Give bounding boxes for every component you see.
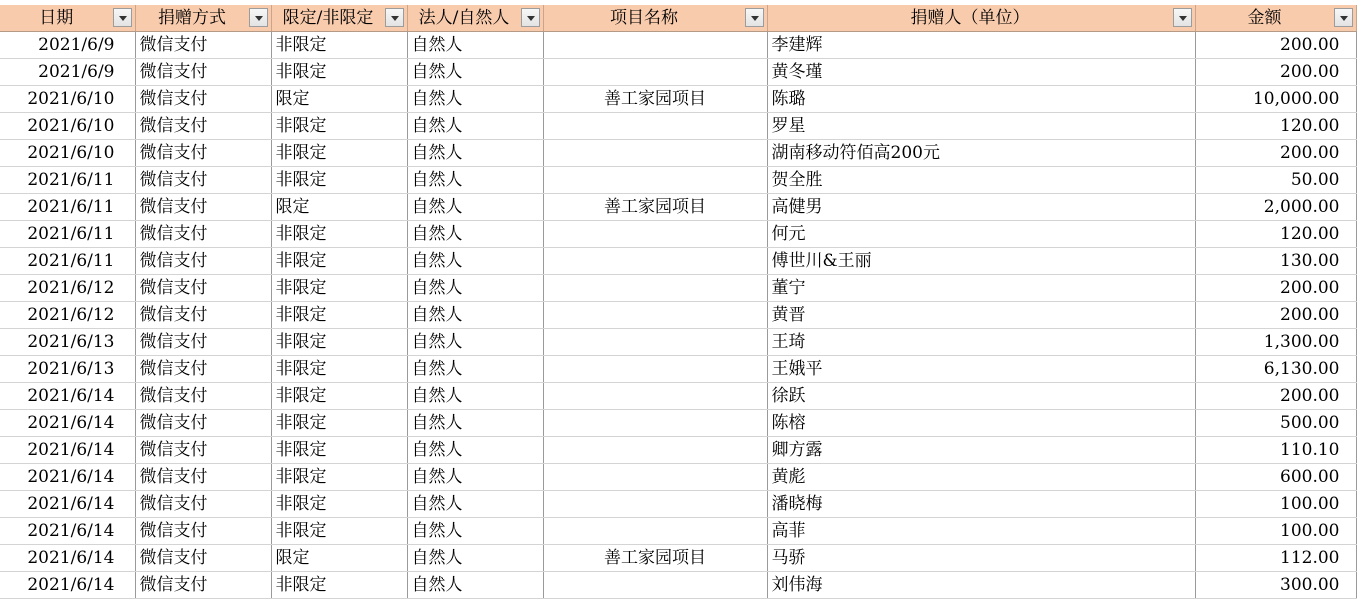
cell-method[interactable]: 微信支付	[135, 491, 271, 518]
cell-donor_type[interactable]: 自然人	[407, 464, 543, 491]
cell-donor_type[interactable]: 自然人	[407, 572, 543, 599]
filter-dropdown-icon[interactable]	[745, 8, 764, 27]
column-header-label: 项目名称	[610, 8, 678, 28]
cell-donor[interactable]: 黄冬瑾	[767, 59, 1195, 86]
cell-date[interactable]: 2021/6/14	[0, 572, 135, 599]
cell-donor_type[interactable]: 自然人	[407, 113, 543, 140]
cell-project[interactable]	[543, 140, 767, 167]
table-row	[0, 518, 1356, 545]
cell-donor[interactable]: 王娥平	[767, 356, 1195, 383]
column-header-amount[interactable]	[1195, 5, 1356, 32]
table-row	[0, 113, 1356, 140]
cell-method[interactable]: 微信支付	[135, 194, 271, 221]
filter-dropdown-icon[interactable]	[249, 8, 268, 27]
cell-date[interactable]: 2021/6/9	[0, 59, 135, 86]
cell-donor[interactable]: 马骄	[767, 545, 1195, 572]
table-body	[0, 32, 1356, 599]
cell-donor_type[interactable]: 自然人	[407, 383, 543, 410]
column-header-donor[interactable]	[767, 5, 1195, 32]
cell-project[interactable]	[543, 572, 767, 599]
cell-donor_type[interactable]: 自然人	[407, 248, 543, 275]
cell-donor_type[interactable]: 自然人	[407, 437, 543, 464]
cell-amount[interactable]: 200.00	[1195, 140, 1356, 167]
cell-restriction[interactable]: 非限定	[271, 221, 407, 248]
cell-amount[interactable]: 100.00	[1195, 491, 1356, 518]
cell-date[interactable]: 2021/6/13	[0, 356, 135, 383]
cell-donor[interactable]: 傅世川&王丽	[767, 248, 1195, 275]
cell-amount[interactable]: 200.00	[1195, 275, 1356, 302]
table-row	[0, 356, 1356, 383]
cell-method[interactable]: 微信支付	[135, 545, 271, 572]
cell-project[interactable]: 善工家园项目	[543, 86, 767, 113]
filter-dropdown-icon[interactable]	[521, 8, 540, 27]
cell-donor[interactable]: 刘伟海	[767, 572, 1195, 599]
cell-restriction[interactable]: 非限定	[271, 248, 407, 275]
cell-donor_type[interactable]: 自然人	[407, 491, 543, 518]
cell-project[interactable]	[543, 491, 767, 518]
cell-donor_type[interactable]: 自然人	[407, 86, 543, 113]
cell-method[interactable]: 微信支付	[135, 32, 271, 59]
table-row	[0, 167, 1356, 194]
table-header	[0, 5, 1356, 32]
cell-project[interactable]	[543, 383, 767, 410]
cell-restriction[interactable]: 限定	[271, 86, 407, 113]
cell-method[interactable]: 微信支付	[135, 59, 271, 86]
cell-date[interactable]: 2021/6/9	[0, 32, 135, 59]
table-row	[0, 86, 1356, 113]
cell-project[interactable]	[543, 221, 767, 248]
column-header-label: 法人/自然人	[418, 8, 510, 28]
cell-method[interactable]: 微信支付	[135, 275, 271, 302]
cell-date[interactable]: 2021/6/14	[0, 437, 135, 464]
cell-donor[interactable]: 陈榕	[767, 410, 1195, 437]
table-row	[0, 32, 1356, 59]
cell-date[interactable]: 2021/6/10	[0, 113, 135, 140]
cell-donor_type[interactable]: 自然人	[407, 329, 543, 356]
cell-donor[interactable]: 黄晋	[767, 302, 1195, 329]
cell-restriction[interactable]: 非限定	[271, 140, 407, 167]
cell-donor[interactable]: 王琦	[767, 329, 1195, 356]
cell-method[interactable]: 微信支付	[135, 410, 271, 437]
table-row	[0, 302, 1356, 329]
column-header-label: 捐赠方式	[158, 8, 226, 28]
table-row	[0, 275, 1356, 302]
cell-donor[interactable]: 湖南移动符佰高200元	[767, 140, 1195, 167]
cell-restriction[interactable]: 非限定	[271, 518, 407, 545]
column-header-label: 金额	[1247, 8, 1282, 28]
cell-donor_type[interactable]: 自然人	[407, 32, 543, 59]
cell-project[interactable]	[543, 410, 767, 437]
cell-donor_type[interactable]: 自然人	[407, 356, 543, 383]
cell-date[interactable]: 2021/6/14	[0, 410, 135, 437]
cell-amount[interactable]: 100.00	[1195, 518, 1356, 545]
column-header-project[interactable]	[543, 5, 767, 32]
filter-dropdown-icon[interactable]	[1173, 8, 1192, 27]
cell-amount[interactable]: 1,300.00	[1195, 329, 1356, 356]
cell-date[interactable]: 2021/6/14	[0, 491, 135, 518]
cell-donor_type[interactable]: 自然人	[407, 194, 543, 221]
table-row	[0, 491, 1356, 518]
cell-donor[interactable]: 卿方露	[767, 437, 1195, 464]
cell-amount[interactable]: 500.00	[1195, 410, 1356, 437]
cell-method[interactable]: 微信支付	[135, 221, 271, 248]
cell-restriction[interactable]: 限定	[271, 545, 407, 572]
cell-amount[interactable]: 200.00	[1195, 302, 1356, 329]
cell-donor[interactable]: 高健男	[767, 194, 1195, 221]
cell-project[interactable]	[543, 167, 767, 194]
cell-project[interactable]	[543, 275, 767, 302]
table-row	[0, 221, 1356, 248]
cell-amount[interactable]: 2,000.00	[1195, 194, 1356, 221]
cell-amount[interactable]: 110.10	[1195, 437, 1356, 464]
column-header-label: 限定/非限定	[282, 8, 374, 28]
cell-project[interactable]	[543, 464, 767, 491]
cell-restriction[interactable]: 非限定	[271, 59, 407, 86]
cell-date[interactable]: 2021/6/10	[0, 140, 135, 167]
cell-method[interactable]: 微信支付	[135, 383, 271, 410]
filter-dropdown-icon[interactable]	[113, 8, 132, 27]
filter-dropdown-icon[interactable]	[1334, 8, 1353, 27]
cell-project[interactable]: 善工家园项目	[543, 194, 767, 221]
cell-restriction[interactable]: 非限定	[271, 410, 407, 437]
table-row	[0, 194, 1356, 221]
cell-donor_type[interactable]: 自然人	[407, 59, 543, 86]
cell-method[interactable]: 微信支付	[135, 248, 271, 275]
cell-amount[interactable]: 200.00	[1195, 383, 1356, 410]
cell-amount[interactable]: 200.00	[1195, 59, 1356, 86]
cell-restriction[interactable]: 非限定	[271, 113, 407, 140]
cell-method[interactable]: 微信支付	[135, 140, 271, 167]
cell-method[interactable]: 微信支付	[135, 113, 271, 140]
table-row	[0, 464, 1356, 491]
column-header-donor_type[interactable]	[407, 5, 543, 32]
column-header-date[interactable]	[0, 5, 135, 32]
cell-amount[interactable]: 10,000.00	[1195, 86, 1356, 113]
cell-donor[interactable]: 高菲	[767, 518, 1195, 545]
cell-restriction[interactable]: 非限定	[271, 491, 407, 518]
cell-restriction[interactable]: 非限定	[271, 167, 407, 194]
cell-amount[interactable]: 200.00	[1195, 32, 1356, 59]
table-row	[0, 437, 1356, 464]
cell-donor[interactable]: 李建辉	[767, 32, 1195, 59]
cell-method[interactable]: 微信支付	[135, 356, 271, 383]
cell-donor[interactable]: 董宁	[767, 275, 1195, 302]
cell-date[interactable]: 2021/6/12	[0, 275, 135, 302]
cell-donor[interactable]: 何元	[767, 221, 1195, 248]
cell-project[interactable]: 善工家园项目	[543, 545, 767, 572]
cell-donor[interactable]: 黄彪	[767, 464, 1195, 491]
cell-date[interactable]: 2021/6/13	[0, 329, 135, 356]
cell-donor_type[interactable]: 自然人	[407, 545, 543, 572]
cell-restriction[interactable]: 非限定	[271, 329, 407, 356]
table-row	[0, 383, 1356, 410]
cell-amount[interactable]: 6,130.00	[1195, 356, 1356, 383]
cell-restriction[interactable]: 非限定	[271, 383, 407, 410]
cell-project[interactable]	[543, 32, 767, 59]
cell-restriction[interactable]: 非限定	[271, 32, 407, 59]
cell-project[interactable]	[543, 302, 767, 329]
cell-restriction[interactable]: 非限定	[271, 356, 407, 383]
column-header-label: 日期	[39, 8, 74, 28]
cell-donor_type[interactable]: 自然人	[407, 518, 543, 545]
cell-project[interactable]	[543, 248, 767, 275]
cell-donor_type[interactable]: 自然人	[407, 167, 543, 194]
table-row	[0, 59, 1356, 86]
cell-donor[interactable]: 潘晓梅	[767, 491, 1195, 518]
cell-donor_type[interactable]: 自然人	[407, 221, 543, 248]
cell-donor[interactable]: 贺全胜	[767, 167, 1195, 194]
cell-amount[interactable]: 600.00	[1195, 464, 1356, 491]
table-row	[0, 572, 1356, 599]
cell-amount[interactable]: 300.00	[1195, 572, 1356, 599]
cell-amount[interactable]: 112.00	[1195, 545, 1356, 572]
cell-date[interactable]: 2021/6/14	[0, 545, 135, 572]
cell-donor_type[interactable]: 自然人	[407, 275, 543, 302]
cell-donor[interactable]: 罗星	[767, 113, 1195, 140]
cell-project[interactable]	[543, 437, 767, 464]
cell-method[interactable]: 微信支付	[135, 302, 271, 329]
cell-project[interactable]	[543, 356, 767, 383]
cell-method[interactable]: 微信支付	[135, 167, 271, 194]
cell-amount[interactable]: 120.00	[1195, 221, 1356, 248]
header-row	[0, 5, 1356, 32]
cell-date[interactable]: 2021/6/10	[0, 86, 135, 113]
cell-restriction[interactable]: 限定	[271, 194, 407, 221]
cell-date[interactable]: 2021/6/14	[0, 383, 135, 410]
cell-date[interactable]: 2021/6/11	[0, 167, 135, 194]
cell-date[interactable]: 2021/6/14	[0, 464, 135, 491]
table-row	[0, 140, 1356, 167]
cell-project[interactable]	[543, 113, 767, 140]
cell-project[interactable]	[543, 329, 767, 356]
cell-restriction[interactable]: 非限定	[271, 464, 407, 491]
cell-donor[interactable]: 徐跃	[767, 383, 1195, 410]
cell-restriction[interactable]: 非限定	[271, 302, 407, 329]
cell-date[interactable]: 2021/6/11	[0, 248, 135, 275]
table-row	[0, 329, 1356, 356]
column-header-label: 捐赠人（单位）	[910, 8, 1030, 28]
cell-project[interactable]	[543, 518, 767, 545]
cell-method[interactable]: 微信支付	[135, 86, 271, 113]
table-row	[0, 410, 1356, 437]
cell-donor_type[interactable]: 自然人	[407, 410, 543, 437]
cell-restriction[interactable]: 非限定	[271, 437, 407, 464]
cell-method[interactable]: 微信支付	[135, 518, 271, 545]
cell-restriction[interactable]: 非限定	[271, 572, 407, 599]
cell-method[interactable]: 微信支付	[135, 329, 271, 356]
column-header-restriction[interactable]	[271, 5, 407, 32]
cell-date[interactable]: 2021/6/12	[0, 302, 135, 329]
cell-date[interactable]: 2021/6/11	[0, 194, 135, 221]
cell-amount[interactable]: 50.00	[1195, 167, 1356, 194]
cell-project[interactable]	[543, 59, 767, 86]
cell-amount[interactable]: 130.00	[1195, 248, 1356, 275]
cell-donor_type[interactable]: 自然人	[407, 302, 543, 329]
cell-method[interactable]: 微信支付	[135, 437, 271, 464]
cell-restriction[interactable]: 非限定	[271, 275, 407, 302]
cell-method[interactable]: 微信支付	[135, 464, 271, 491]
cell-donor_type[interactable]: 自然人	[407, 140, 543, 167]
cell-donor[interactable]: 陈璐	[767, 86, 1195, 113]
table-row	[0, 545, 1356, 572]
cell-amount[interactable]: 120.00	[1195, 113, 1356, 140]
cell-method[interactable]: 微信支付	[135, 572, 271, 599]
cell-date[interactable]: 2021/6/11	[0, 221, 135, 248]
table-row	[0, 248, 1356, 275]
cell-date[interactable]: 2021/6/14	[0, 518, 135, 545]
donation-table	[0, 5, 1357, 599]
filter-dropdown-icon[interactable]	[385, 8, 404, 27]
column-header-method[interactable]	[135, 5, 271, 32]
